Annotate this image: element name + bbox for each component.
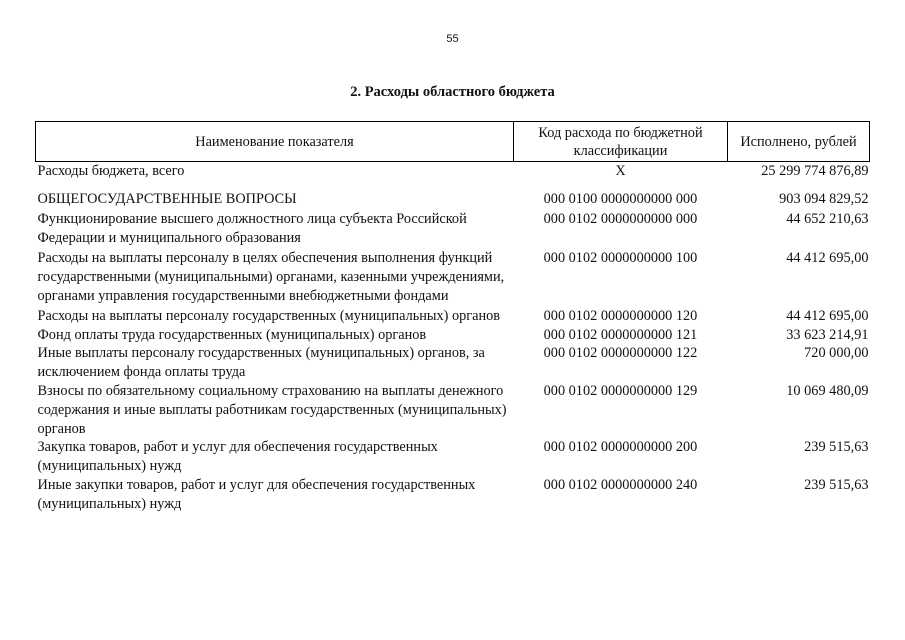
row-amount: 44 412 695,00 [786, 249, 869, 266]
table-row [36, 162, 870, 182]
row-code: 000 0102 0000000000 240 [543, 477, 698, 494]
table-row [36, 307, 870, 326]
row-code: 000 0102 0000000000 121 [543, 326, 698, 343]
header-name: Наименование показателя [36, 122, 514, 162]
table-header-row [36, 122, 870, 162]
row-name: Иные выплаты персоналу государственных (муниципальных) органов, за исключением фонда оплаты труда [37, 345, 485, 381]
table-row [36, 210, 870, 249]
row-name: ОБЩЕГОСУДАРСТВЕННЫЕ ВОПРОСЫ [37, 191, 297, 208]
table-row [36, 326, 870, 345]
row-name: Закупка товаров, работ и услуг для обеспечения государственных (муниципальных) нужд [37, 439, 438, 475]
row-amount: 239 515,63 [804, 439, 869, 456]
row-code: 000 0100 0000000000 000 [543, 191, 698, 208]
row-amount: 720 000,00 [804, 345, 869, 362]
row-amount: 33 623 214,91 [786, 326, 869, 343]
table-row [36, 344, 870, 382]
table-row [36, 438, 870, 476]
header-amount: Исполнено, рублей [728, 122, 870, 162]
row-amount: 10 069 480,09 [786, 383, 869, 400]
row-amount: 25 299 774 876,89 [761, 163, 869, 179]
row-code: 000 0102 0000000000 122 [543, 345, 698, 362]
row-amount: 239 515,63 [804, 477, 869, 494]
row-code: 000 0102 0000000000 200 [543, 439, 698, 456]
row-name: Расходы на выплаты персоналу государственных (муниципальных) органов [37, 307, 501, 324]
row-code: 000 0102 0000000000 000 [543, 210, 698, 227]
row-name: Фонд оплаты труда государственных (муниципальных) органов [37, 326, 427, 343]
row-code: 000 0102 0000000000 120 [543, 307, 698, 324]
row-amount: 44 652 210,63 [786, 210, 869, 227]
table-row [36, 476, 870, 514]
table-row [36, 181, 870, 209]
table-row [36, 249, 870, 307]
row-code: 000 0102 0000000000 100 [543, 249, 698, 266]
page-number: 55 [446, 33, 459, 45]
row-code: 000 0102 0000000000 129 [543, 383, 698, 400]
row-code: X [615, 163, 626, 179]
header-code: Код расхода по бюджетной классификации [514, 122, 728, 162]
budget-expenditure-table [35, 121, 870, 514]
row-name: Расходы на выплаты персоналу в целях обеспечения выполнения функций государственными (муниципальными) органами, казенными учреждениями, органами управления государственными внебюджетными фондами [37, 249, 505, 305]
table-row [36, 382, 870, 438]
section-title: 2. Расходы областного бюджета [350, 84, 555, 100]
row-amount: 903 094 829,52 [779, 191, 869, 208]
row-amount: 44 412 695,00 [786, 307, 869, 324]
row-name: Иные закупки товаров, работ и услуг для обеспечения государственных (муниципальных) нужд [37, 477, 476, 512]
row-name: Взносы по обязательному социальному страхованию на выплаты денежного содержания и иные выплаты работникам государственных (муниципальных) органов [37, 383, 507, 437]
row-name: Функционирование высшего должностного лица субъекта Российской Федерации и муниципального образования [37, 210, 467, 247]
row-name: Расходы бюджета, всего [37, 163, 185, 179]
